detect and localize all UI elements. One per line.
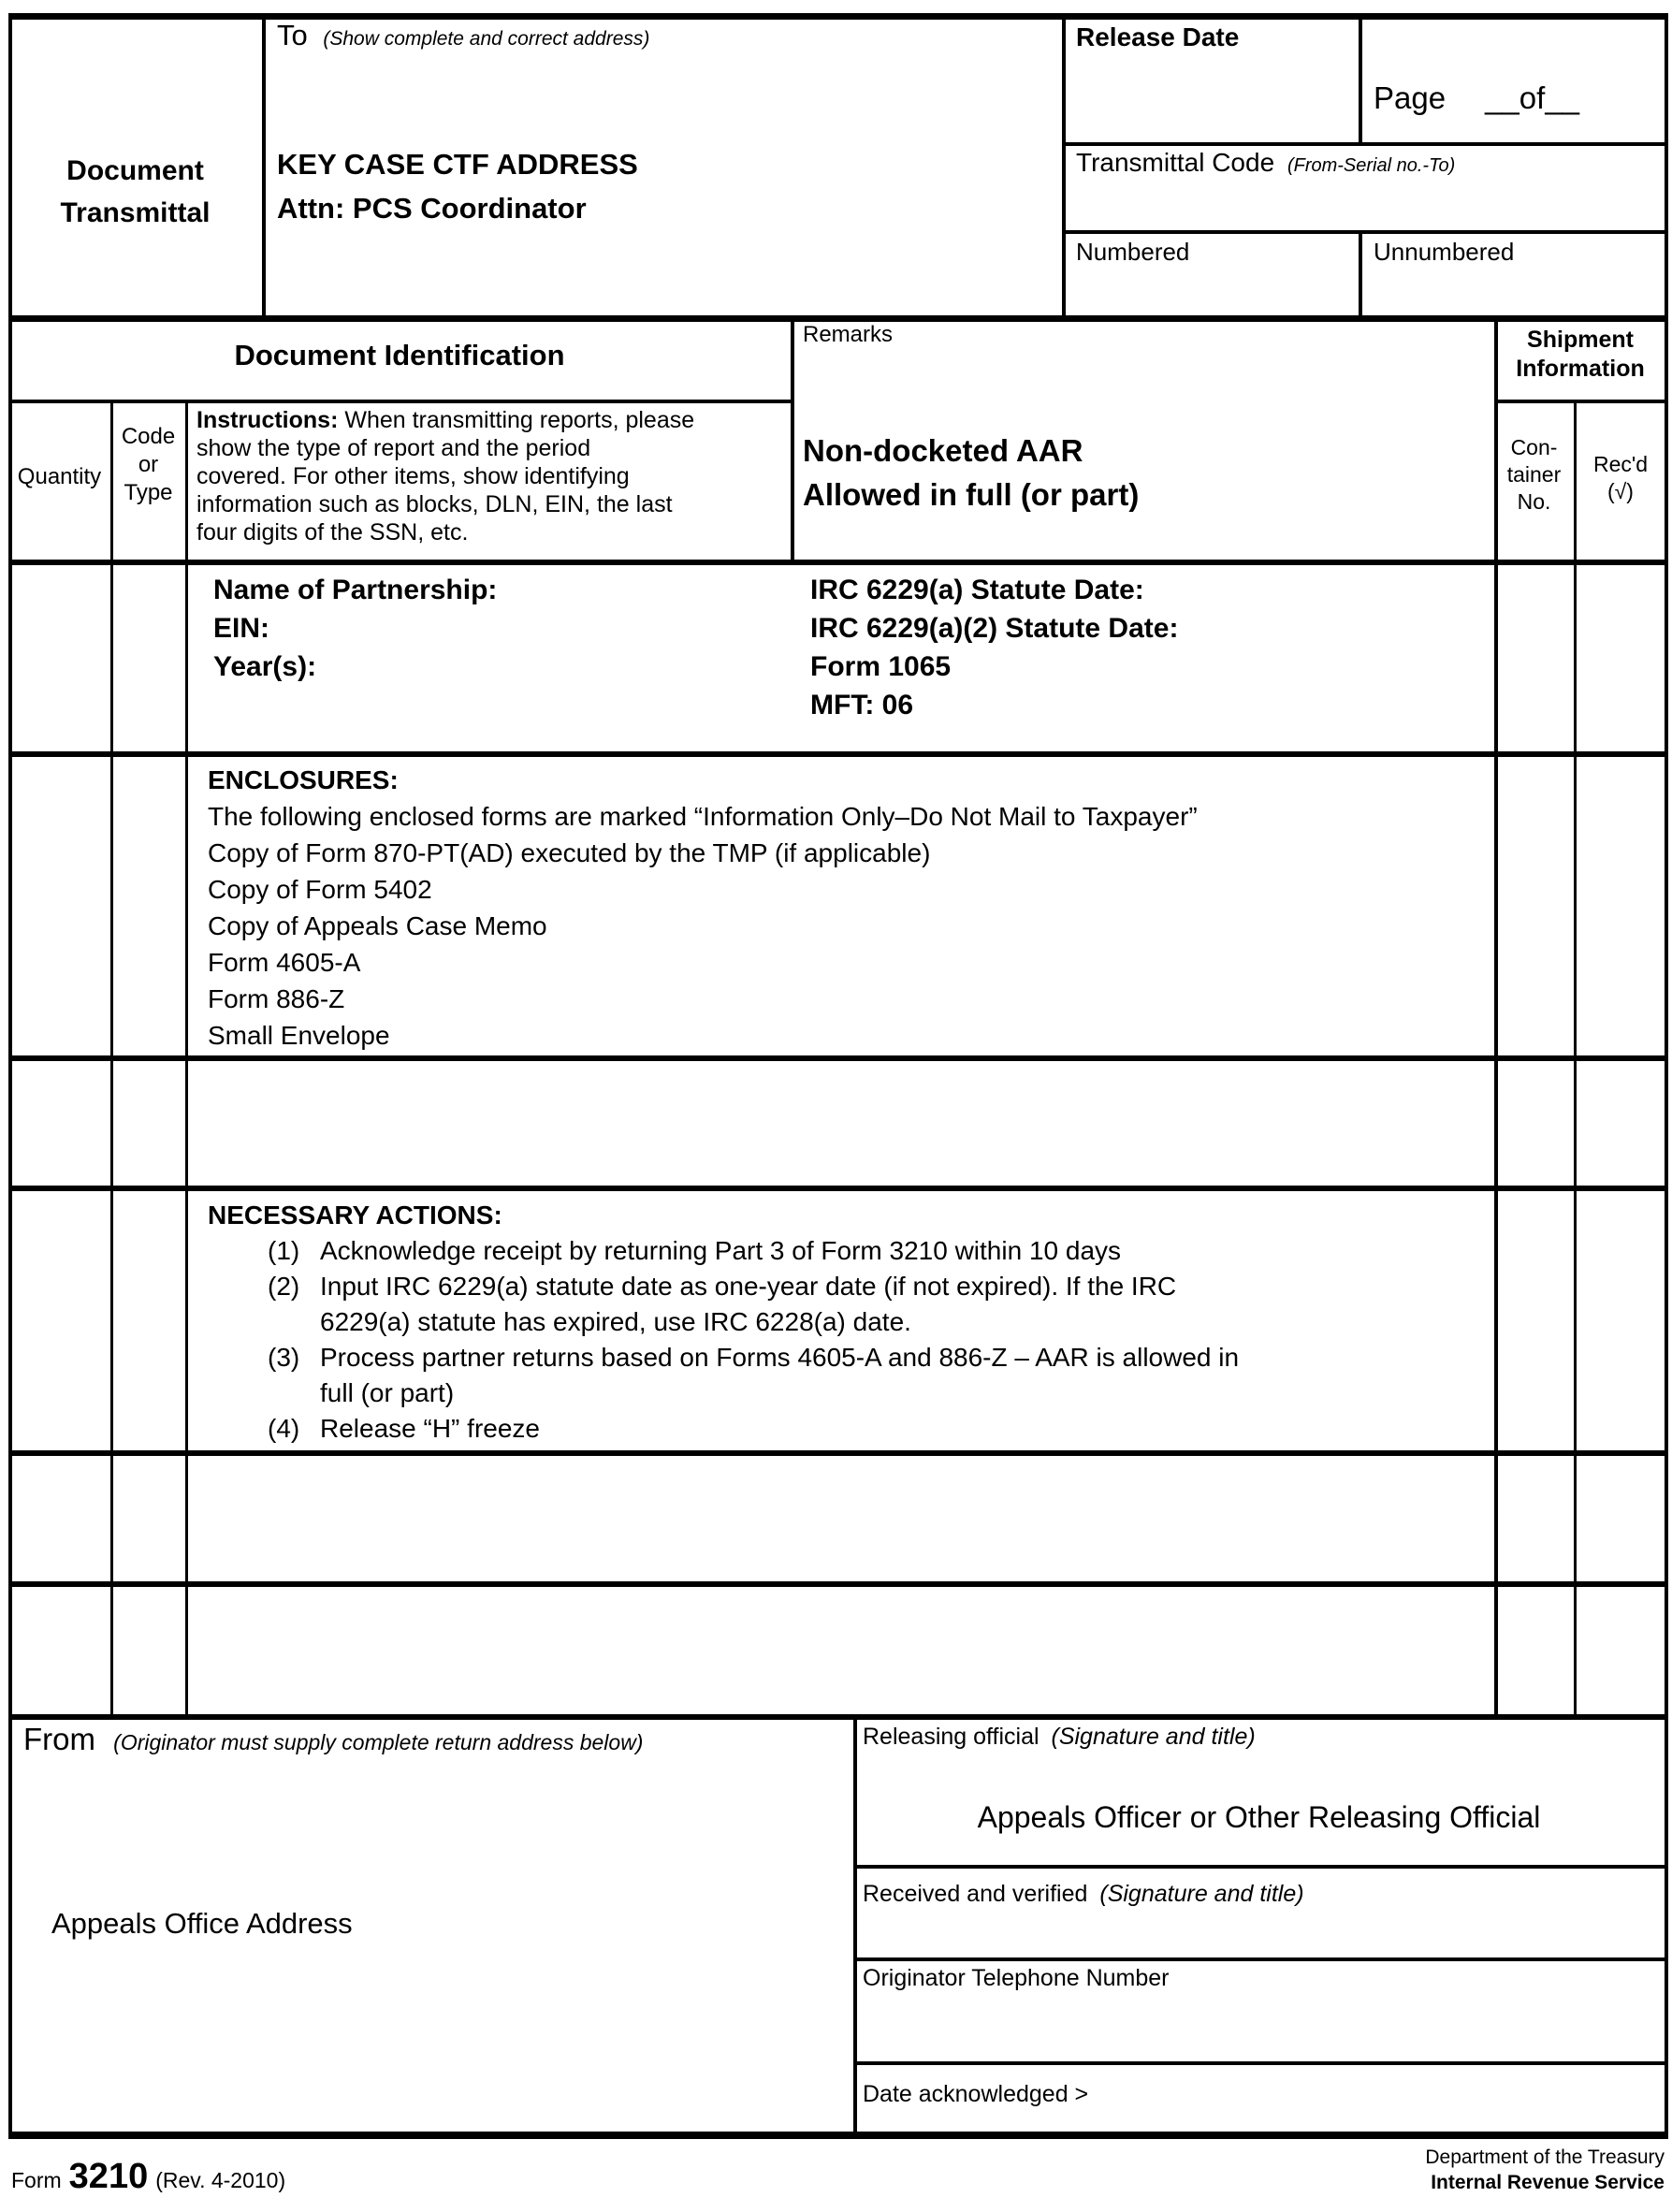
row-divider <box>8 1055 1668 1061</box>
date-acknowledged-label: Date acknowledged > <box>863 2081 1089 2107</box>
enclosures-heading: ENCLOSURES: <box>208 765 399 794</box>
action-number: (1) <box>268 1236 300 1265</box>
remarks-label: Remarks <box>803 322 894 347</box>
signature-title-note: (Signature and title) <box>1099 1881 1304 1907</box>
from-header <box>23 1722 643 1757</box>
release-page-divider <box>1359 13 1362 146</box>
quantity-code-divider <box>110 400 113 1714</box>
enclosure-item: Copy of Form 5402 <box>208 875 432 904</box>
transmittal-row-divider <box>1062 230 1668 234</box>
partnership-field-line: EIN: <box>213 613 269 644</box>
shipment-header-divider <box>1494 400 1668 403</box>
action-number: (2) <box>268 1272 300 1301</box>
code-or-type-header: Code or Type <box>121 424 176 505</box>
row-divider <box>8 560 1668 565</box>
statute-field-line: IRC 6229(a)(2) Statute Date: <box>810 613 1179 644</box>
statute-field-line: MFT: 06 <box>810 690 914 720</box>
page-blank: __ <box>1545 80 1580 115</box>
releasing-row-divider <box>853 1865 1665 1869</box>
to-note: (Show complete and correct address) <box>323 28 650 50</box>
row-divider <box>8 1186 1668 1191</box>
docid-header-divider <box>8 400 791 403</box>
shipment-information-header: Shipment Information <box>1516 327 1645 382</box>
form-number: 3210 <box>68 2157 149 2196</box>
action-text: Input IRC 6229(a) statute date as one-year date (if not expired). If the IRC 6229(a) statute has expired, use IRC 6228(a) date. <box>320 1272 1177 1336</box>
releasing-official-label: Releasing official <box>863 1724 1040 1750</box>
agency-line: Department of the Treasury <box>1425 2147 1665 2168</box>
title-to-divider <box>262 13 266 315</box>
from-note: (Originator must supply complete return address below) <box>113 1730 644 1754</box>
action-number: (4) <box>268 1414 300 1443</box>
border-top <box>8 13 1668 20</box>
row-divider <box>8 751 1668 757</box>
enclosure-item: Copy of Appeals Case Memo <box>208 911 547 940</box>
code-instructions-divider <box>185 400 188 1714</box>
remarks-line: Non-docketed AAR <box>803 433 1083 468</box>
transmittal-code-header <box>1076 148 1455 178</box>
statute-field-line: IRC 6229(a) Statute Date: <box>810 575 1144 605</box>
actions-heading: NECESSARY ACTIONS: <box>208 1201 502 1230</box>
row-divider <box>8 1450 1668 1456</box>
received-verified-header <box>863 1881 1304 1908</box>
to-address-line: Attn: PCS Coordinator <box>277 192 587 225</box>
enclosures-section <box>208 762 1198 1054</box>
to-release-divider <box>1062 13 1066 315</box>
action-item <box>268 1233 1471 1269</box>
signature-title-note: (Signature and title) <box>1051 1724 1256 1750</box>
to-label: To <box>277 19 308 51</box>
releasing-official-value: Appeals Officer or Other Releasing Official <box>977 1800 1541 1834</box>
partnership-fields <box>213 571 497 686</box>
to-address-line: KEY CASE CTF ADDRESS <box>277 148 638 181</box>
action-text: Acknowledge receipt by returning Part 3 of Form 3210 within 10 days <box>320 1236 1122 1265</box>
partnership-field-line: Year(s): <box>213 651 317 682</box>
remarks-text <box>803 429 1139 517</box>
to-header <box>277 19 649 52</box>
action-text: Process partner returns based on Forms 4605-A and 886-Z – AAR is allowed in full (or part) <box>320 1343 1240 1407</box>
form-title <box>8 150 262 234</box>
unnumbered-label: Unnumbered <box>1374 238 1515 266</box>
remarks-shipment-divider <box>1494 315 1498 1714</box>
originator-phone-label: Originator Telephone Number <box>863 1965 1170 1991</box>
enclosure-item: Form 886-Z <box>208 984 345 1013</box>
action-item <box>268 1340 1471 1411</box>
from-section-divider <box>8 1714 1668 1720</box>
of-label: of <box>1519 80 1546 115</box>
form-title-line: Document <box>66 155 204 186</box>
remarks-line: Allowed in full (or part) <box>803 477 1140 512</box>
instructions-line: four digits of the SSN, etc. <box>196 519 469 546</box>
quantity-header: Quantity <box>17 464 102 489</box>
instructions-line: show the type of report and the period <box>196 435 591 461</box>
partnership-field-line: Name of Partnership: <box>213 575 498 605</box>
check-mark-icon: (√) <box>1607 479 1634 503</box>
from-label: From <box>23 1722 95 1756</box>
form-number-footer <box>11 2157 285 2197</box>
instructions-line: Instructions: When transmitting reports, please <box>196 407 695 433</box>
from-releasing-divider <box>853 1714 857 2132</box>
action-item <box>268 1411 1471 1447</box>
form-word: Form <box>11 2168 62 2192</box>
docid-remarks-divider <box>791 315 794 560</box>
action-number: (3) <box>268 1343 300 1372</box>
border-left <box>8 13 12 2139</box>
releasing-official-header <box>863 1724 1256 1751</box>
to-address <box>277 142 638 230</box>
row-divider <box>8 1581 1668 1587</box>
numbered-unnumbered-divider <box>1359 230 1362 315</box>
appeals-office-address: Appeals Office Address <box>51 1907 353 1940</box>
action-text: Release “H” freeze <box>320 1414 540 1443</box>
instructions-line: information such as blocks, DLN, EIN, the last <box>196 491 673 517</box>
release-date-label: Release Date <box>1076 22 1240 51</box>
enclosure-item: Form 4605-A <box>208 948 361 977</box>
release-row-divider <box>1062 142 1668 146</box>
statute-fields <box>810 571 1178 724</box>
statute-field-line: Form 1065 <box>810 651 952 682</box>
container-recd-divider <box>1574 400 1577 1714</box>
phone-row-divider <box>853 2061 1665 2065</box>
page-blank: __ <box>1485 80 1519 115</box>
transmittal-code-label: Transmittal Code <box>1076 148 1275 177</box>
form-revision: (Rev. 4-2010) <box>155 2168 286 2192</box>
form-title-line: Transmittal <box>60 197 211 228</box>
instructions-text <box>196 406 784 546</box>
agency-line: Internal Revenue Service <box>1431 2172 1665 2193</box>
header-section-divider <box>8 315 1668 322</box>
document-identification-header: Document Identification <box>234 339 565 371</box>
page-of-field <box>1374 80 1579 116</box>
instructions-lead: Instructions: <box>196 407 339 433</box>
numbered-label: Numbered <box>1076 238 1190 266</box>
received-row-divider <box>853 1957 1665 1961</box>
received-verified-label: Received and verified <box>863 1881 1088 1907</box>
page-label: Page <box>1374 80 1447 115</box>
border-bottom <box>8 2132 1668 2139</box>
action-item <box>268 1269 1471 1340</box>
recd-header: Rec'd (√) <box>1577 451 1665 505</box>
agency-footer <box>936 2145 1665 2195</box>
border-right <box>1665 13 1668 2139</box>
necessary-actions-section <box>208 1198 1471 1447</box>
enclosure-item: The following enclosed forms are marked “Information Only–Do Not Mail to Taxpayer” <box>208 802 1198 831</box>
transmittal-code-note: (From-Serial no.-To) <box>1287 155 1456 176</box>
container-no-header: Con- tainer No. <box>1506 435 1562 514</box>
enclosure-item: Small Envelope <box>208 1021 390 1050</box>
enclosure-item: Copy of Form 870-PT(AD) executed by the TMP (if applicable) <box>208 838 931 867</box>
instructions-line: covered. For other items, show identifying <box>196 463 630 489</box>
